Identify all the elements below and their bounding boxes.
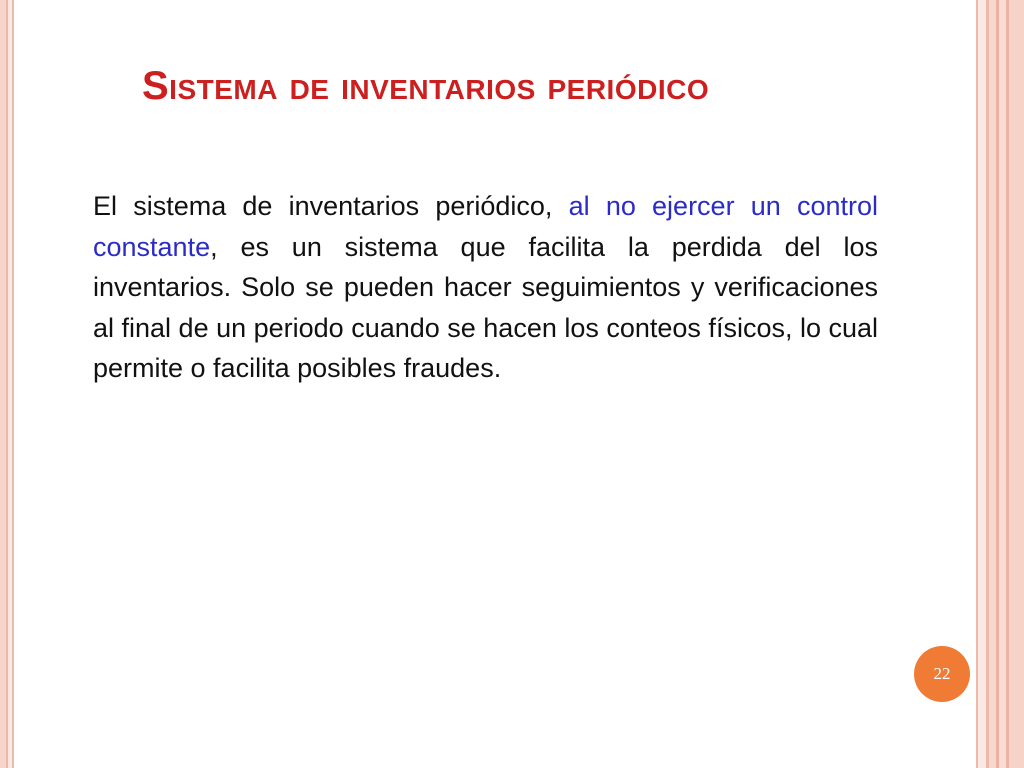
- page-number-badge: [914, 646, 970, 702]
- highlighted-phrase: al no ejercer un control constante: [93, 191, 879, 262]
- right-border-stripe: [1009, 0, 1024, 768]
- right-border-stripe: [989, 0, 996, 768]
- page-number: 22: [933, 664, 951, 683]
- right-border-stripe: [978, 0, 986, 768]
- right-border-stripe: [999, 0, 1006, 768]
- left-border-stripe: [12, 0, 14, 768]
- slide-body-paragraph: [93, 186, 878, 389]
- body-text-segment: , es un sistema que facilita la perdida del los inventarios. Solo se pueden hacer seguimientos y verificaciones al final de un periodo cuando se hacen los conteos físicos, lo cual permite o facilita posibles fraudes.: [93, 231, 879, 383]
- body-text-segment: El sistema de inventarios periódico,: [93, 191, 569, 221]
- slide-title: Sistema de inventarios periódico: [142, 64, 710, 108]
